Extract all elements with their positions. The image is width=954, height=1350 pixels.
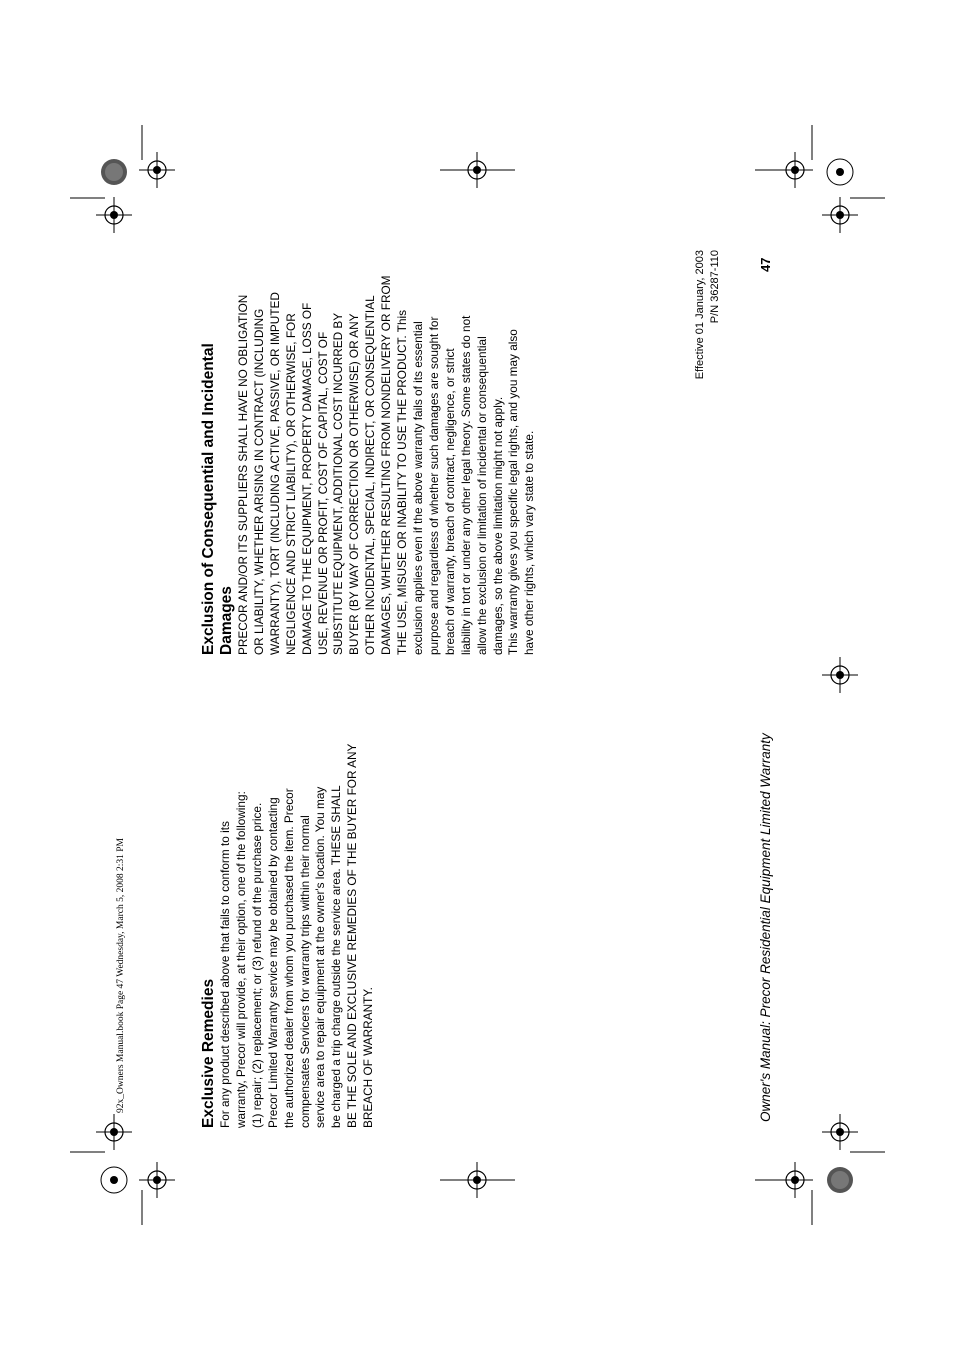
page-number: 47 (758, 257, 773, 272)
part-number: P/N 36287-110 (708, 250, 721, 324)
body-line: damages, so the above limitation might not apply. (490, 396, 505, 655)
body-line: For any product described above that fails to conform to its (218, 821, 232, 1128)
body-line: NEGLIGENCE AND STRICT LIABILITY), OR OTHERWISE, FOR (283, 313, 298, 655)
body-line: service area to repair equipment at the owner's location. You may (313, 786, 328, 1128)
crosshair-icon (822, 197, 858, 233)
registration-disc-icon (101, 159, 127, 185)
section-title: Exclusive Remedies (200, 978, 217, 1128)
section-exclusion-damages (200, 215, 538, 655)
body-line: USE, REVENUE OR PROFIT, COST OF CAPITAL, COST OF (315, 331, 330, 655)
section-body (218, 688, 377, 1128)
body-line: BUYER (BY WAY OF CORRECTION OR OTHERWISE) OR ANY (347, 313, 362, 655)
manual-title-footer: Owner's Manual: Precor Residential Equipment Limited Warranty (758, 733, 773, 1122)
registration-disc-icon (827, 1167, 853, 1193)
section-title-line: Exclusion of Consequential and Incidental (200, 343, 217, 655)
effective-date: Effective 01 January, 2003 (694, 250, 706, 380)
body-line: allow the exclusion or limitation of incidental or consequential (474, 336, 489, 655)
crosshair-icon (139, 1162, 175, 1198)
body-line: exclusion applies even if the above warranty fails of its essential (410, 321, 425, 655)
body-line: This warranty gives you specific legal rights, and you may also (506, 329, 521, 655)
footer-effective-block (693, 250, 722, 400)
body-line: DAMAGES, WHETHER RESULTING FROM NONDELIVERY OR FROM (379, 275, 394, 655)
section-title-line: Damages (218, 586, 235, 655)
body-line: OTHER INCIDENTAL, SPECIAL, INDIRECT, OR CONSEQUENTIAL (363, 295, 378, 655)
body-line: purpose and regardless of whether such damages are sought for (426, 316, 441, 655)
crosshair-icon (96, 197, 132, 233)
body-line: Precor Limited Warranty service may be obtained by contacting (265, 797, 280, 1128)
body-line: BE THE SOLE AND EXCLUSIVE REMEDIES OF THE BUYER FOR ANY (345, 743, 360, 1128)
body-line: compensates Servicers for warranty trips within their normal (297, 815, 312, 1128)
crosshair-icon (822, 657, 858, 693)
body-line: breach of warranty, breach of contract, negligence, or strict (442, 348, 457, 655)
body-line: SUBSTITUTE EQUIPMENT, ADDITIONAL COST INCURRED BY (331, 312, 346, 655)
body-line: have other rights, which vary state to state. (522, 430, 537, 655)
body-line: PRECOR AND/OR ITS SUPPLIERS SHALL HAVE NO OBLIGATION (236, 294, 250, 655)
body-line: THE USE, MISUSE OR INABILITY TO USE THE PRODUCT. This (395, 309, 410, 655)
crosshair-icon (139, 152, 175, 188)
body-line: OR LIABILITY, WHETHER ARISING IN CONTRACT (INCLUDING (251, 308, 266, 655)
body-line: BREACH OF WARRANTY. (361, 987, 376, 1128)
section-body (236, 215, 538, 655)
body-line: WARRANTY), TORT (INCLUDING ACTIVE, PASSIVE, OR IMPUTED (267, 292, 282, 655)
registration-disc-icon (827, 159, 853, 185)
crosshair-icon (96, 1114, 132, 1150)
section-exclusive-remedies (200, 688, 377, 1128)
crosshair-icon (822, 1114, 858, 1150)
section-title (200, 215, 236, 655)
body-line: the authorized dealer from whom you purchased the item. Precor (281, 788, 296, 1128)
body-line: be charged a trip charge outside the service area. THESE SHALL (329, 785, 344, 1128)
body-line: (1) repair; (2) replacement; or (3) refund of the purchase price. (249, 802, 264, 1128)
book-header-line: 92x_Owners Manual.book Page 47 Wednesday, March 5, 2008 2:31 PM (116, 838, 126, 1113)
body-line: warranty, Precor will provide, at their option, one of the following: (233, 791, 248, 1128)
body-line: liability in tort or under any other legal theory. Some states do not (458, 315, 473, 655)
registration-disc-icon (101, 1167, 127, 1193)
body-line: DAMAGE TO THE EQUIPMENT, PROPERTY DAMAGE, LOSS OF (299, 302, 314, 655)
